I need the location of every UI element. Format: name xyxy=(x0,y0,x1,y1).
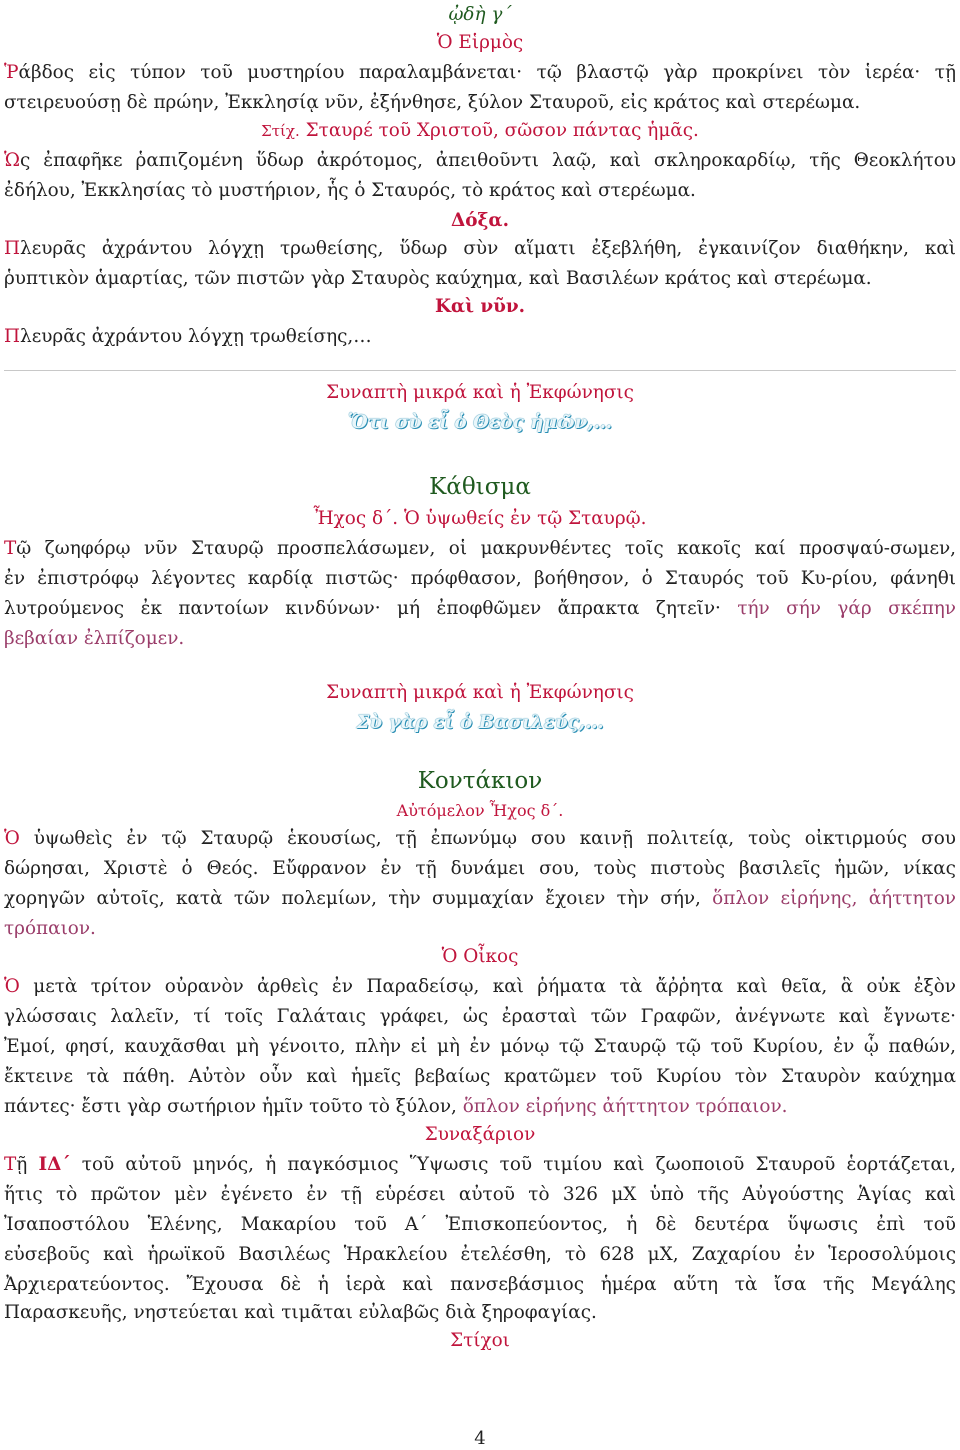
drop-letter: Ῥ xyxy=(4,62,19,83)
troparion-2-line-2: ῥυπτικὸν ἁμαρτίας, τῶν πιστῶν γὰρ Σταυρὸς καύχημα, καὶ Βασιλέων κράτος καὶ στερέωμα. xyxy=(4,268,872,289)
drop-letter: Π xyxy=(4,238,21,259)
kathisma-title: Κάθισμα xyxy=(429,474,531,500)
synaxarion-title: Συναξάριον xyxy=(424,1124,536,1145)
kathisma-line-3: λυτρούμενος ἐκ παντοίων κινδύνων· μή ἐποφθῶμεν ἄπρακτα ζητεῖν· τήν σήν γάρ σκέπην xyxy=(4,598,956,619)
litany-2-title: Συναπτὴ μικρά καὶ ἡ Ἐκφώνησις xyxy=(326,682,634,703)
synaxarion-line-4: εὐσεβοῦς καὶ ἡρωϊκοῦ Βασιλέως Ἡρακλείου ἐτελέσθη, τὸ 628 μΧ, Ζαχαρίου ἐν Ἱεροσολύμοις xyxy=(4,1244,956,1265)
kathisma-line-1: Τῷ ζωηφόρῳ νῦν Σταυρῷ προσπελάσωμεν, οἱ μακρυνθέντες τοῖς κακοῖς καί προσψαύ-σωμεν, xyxy=(4,538,956,559)
kontakion-subtitle: Αὐτόμελον Ἦχος δ΄. xyxy=(396,801,564,820)
synaxarion-line-2: ἥτις τὸ πρῶτον μὲν ἐγένετο ἐν τῇ εὑρέσει αὐτοῦ τὸ 326 μΧ ὑπὸ τῆς Αὐγούστης Ἁγίας καὶ xyxy=(4,1184,956,1205)
drop-letter: Π xyxy=(4,326,21,347)
oikos-line-2: γλώσσαις λαλεῖν, τί τοῖς Γαλάταις γράφει, ὡς ἐρασταὶ τῶν Γραφῶν, ἀνέγνωτε καὶ ἔγνωτε· xyxy=(4,1006,956,1027)
drop-letter: Τ xyxy=(4,538,17,559)
kathisma-line-4: βεβαίαν ἐλπίζομεν. xyxy=(4,628,185,649)
oikos-line-4: ἔκτεινε τὰ πάθη. Αὐτὸν οὖν καὶ ἡμεῖς βεβαίως κρατῶμεν τοῦ Κυρίου τὸν Σταυρὸν καύχημα xyxy=(4,1066,956,1087)
kontakion-title: Κοντάκιον xyxy=(417,768,543,794)
drop-letter: Ὁ xyxy=(4,828,20,849)
kathisma-line-2: ἐν ἐπιστρόφῳ λέγοντες καρδίᾳ πιστῶς· πρόφθασον, βοήθησον, ὁ Σταυρός τοῦ Κυ-ρίου, φάνηθι xyxy=(4,568,956,589)
troparion-2-line-1: Πλευρᾶς ἀχράντου λόγχῃ τρωθείσης, ὕδωρ σὺν αἵματι ἐξεβλήθη, ἐγκαινίζον διαθήκην, καὶ xyxy=(4,238,956,259)
irmos-line-1: Ῥάβδος εἰς τύπον τοῦ μυστηρίου παραλαμβάνεται· τῷ βλαστῷ γὰρ προκρίνει τὸν ἱερέα· τῇ xyxy=(4,62,956,83)
stichos xyxy=(4,116,956,146)
kontakion-line-3: χορηγῶν αὐτοῖς, κατὰ τῶν πολεμίων, τὴν συμμαχίαν ἔχοιεν τὴν σήν, ὅπλον εἰρήνης, ἀήττητον xyxy=(4,888,956,909)
stichos-text: Σταυρέ τοῦ Χριστοῦ, σῶσον πάντας ἡμᾶς. xyxy=(305,120,699,141)
troparion-1-line-1: Ὡς ἐπαφῆκε ῥαπιζομένη ὕδωρ ἀκρότομος, ἀπειθοῦντι λαῷ, καὶ σκληροκαρδίῳ, τῆς Θεοκλήτου xyxy=(4,150,956,171)
troparion-3: Πλευρᾶς ἀχράντου λόγχῃ τρωθείσης,… xyxy=(4,326,372,347)
stichoi-heading: Στίχοι xyxy=(450,1330,510,1351)
kai-nyn-heading: Καὶ νῦν. xyxy=(434,296,526,317)
doxa-heading: Δόξα. xyxy=(451,210,509,231)
oikos-line-1: Ὁ μετὰ τρίτον οὐρανὸν ἀρθεὶς ἐν Παραδείσῳ, καὶ ῥήματα τὰ ἄῤῥητα καὶ θεῖα, ἃ οὐκ ἐξὸν xyxy=(4,976,956,997)
kontakion-line-1: Ὁ ὑψωθεὶς ἐν τῷ Σταυρῷ ἑκουσίως, τῇ ἐπωνύμῳ σου καινῇ πολιτείᾳ, τοὺς οἰκτιρμούς σου xyxy=(4,828,956,849)
drop-letter: Ὡ xyxy=(4,150,21,171)
section-divider xyxy=(4,370,956,371)
synaxarion-date: ΙΔ΄ xyxy=(38,1154,71,1175)
oikos-line-5: πάντες· ἔστι γὰρ σωτήριον ἡμῖν τοῦτο τὸ ξύλον, ὅπλον εἰρήνης ἀήττητον τρόπαιον. xyxy=(4,1096,788,1117)
troparion-1-line-2: ἐδήλου, Ἐκκλησίας τὸ μυστήριον, ἧς ὁ Σταυρός, τὸ κράτος καὶ στερέωμα. xyxy=(4,180,696,201)
ode-title: ᾠδὴ γ΄ xyxy=(448,4,512,25)
synaxarion-line-3: Ἰσαποστόλου Ἑλένης, Μακαρίου τοῦ Α΄ Ἐπισκοπεύοντος, ἡ δὲ δευτέρα ὕψωσις ἐπὶ τοῦ xyxy=(4,1214,956,1235)
kontakion-line-4: τρόπαιον. xyxy=(4,918,96,939)
litany-1-exclamation: Ὅτι σὺ εἶ ὁ Θεὸς ἡμῶν,… xyxy=(347,412,613,433)
oikos-title: Ὁ Οἶκος xyxy=(441,946,519,967)
kontakion-line-2: δώρησαι, Χριστὲ ὁ Θεός. Εὔφρανον ἐν τῇ δυνάμει σου, τοὺς πιστοὺς βασιλεῖς ἡμῶν, νίκας xyxy=(4,858,956,879)
drop-letter: Ὁ xyxy=(4,976,20,997)
synaxarion-line-6: Παρασκευῆς, νηστεύεται καὶ τιμᾶται εὐλαβῶς διὰ ξηροφαγίας. xyxy=(4,1302,597,1323)
litany-1-title: Συναπτὴ μικρά καὶ ἡ Ἐκφώνησις xyxy=(326,382,634,403)
oikos-line-3: Ἐμοί, φησί, καυχᾶσθαι μὴ γένοιτο, πλὴν εἰ μὴ ἐν μόνῳ τῷ Σταυρῷ τῷ τοῦ Κυρίου, ἐν ᾧ παθών, xyxy=(4,1036,956,1057)
drop-letter: Τ xyxy=(4,1154,17,1175)
stichos-label: Στίχ. xyxy=(261,122,300,140)
irmos-line-2: στειρευούσῃ δὲ πρώην, Ἐκκλησίᾳ νῦν, ἐξήνθησε, ξύλον Σταυροῦ, εἰς κράτος καὶ στερέωμα. xyxy=(4,92,861,113)
synaxarion-line-5: Ἀρχιερατεύοντος. Ἔχουσα δὲ ἡ ἱερὰ καὶ πανσεβάσμιος ἡμέρα αὕτη τὰ ἴσα τῆς Μεγάλης xyxy=(4,1274,956,1295)
kathisma-tone: Ἦχος δ΄. Ὁ ὑψωθείς ἐν τῷ Σταυρῷ. xyxy=(313,508,647,529)
page-number: 4 xyxy=(474,1428,486,1449)
irmos-heading: Ὁ Εἱρμὸς xyxy=(436,32,524,53)
litany-2-exclamation: Σὺ γὰρ εἶ ὁ Βασιλεύς,… xyxy=(356,712,604,733)
synaxarion-line-1: Τῇ ΙΔ΄ τοῦ αὐτοῦ μηνός, ἡ παγκόσμιος Ὕψωσις τοῦ τιμίου καὶ ζωοποιοῦ Σταυροῦ ἑορτάζεται, xyxy=(4,1154,956,1175)
